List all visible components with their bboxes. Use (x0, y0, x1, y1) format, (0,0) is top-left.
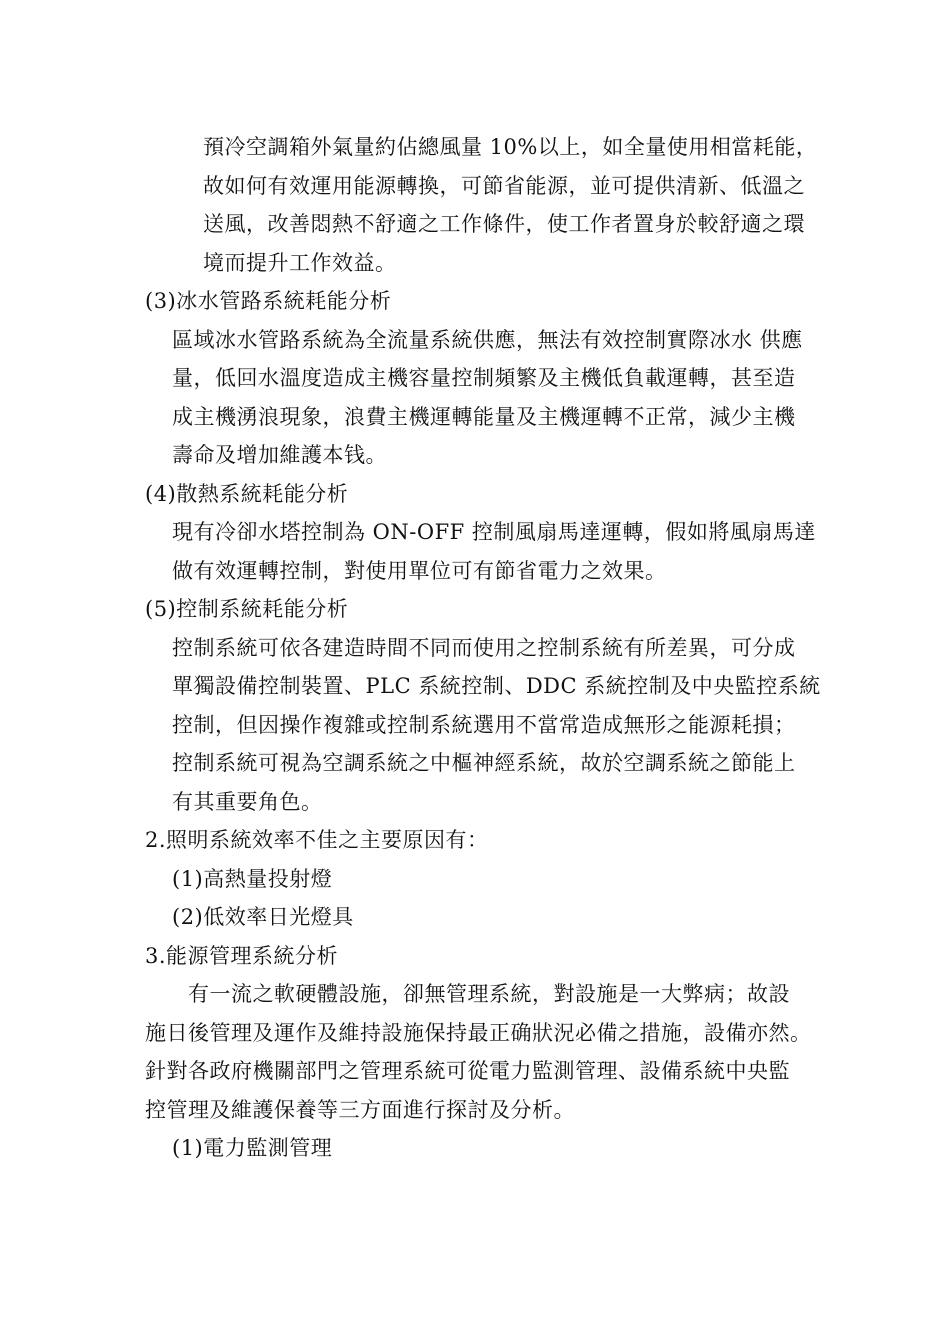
paragraph-line: 壽命及增加維護本钱。 (172, 443, 387, 467)
paragraph-line: 有其重要角色。 (172, 790, 323, 814)
paragraph-line: 境而提升工作效益。 (203, 251, 397, 275)
paragraph-line: 成主機湧浪現象，浪費主機運轉能量及主機運轉不正常，減少主機 (172, 405, 796, 429)
section-heading: 3.能源管理系統分析 (145, 944, 339, 968)
paragraph-line: 控制，但因操作複雜或控制系統選用不當常造成無形之能源耗損； (172, 713, 796, 737)
sub-heading: (1)電力監測管理 (172, 1136, 333, 1160)
paragraph-line: 做有效運轉控制，對使用單位可有節省電力之效果。 (172, 559, 667, 583)
paragraph-line: 針對各政府機關部門之管理系統可從電力監測管理、設備系統中央監 (145, 1059, 790, 1083)
paragraph-line: 送風，改善悶熱不舒適之工作條件，使工作者置身於較舒適之環 (203, 212, 805, 236)
paragraph-line: 量，低回水溫度造成主機容量控制頻繁及主機低負載運轉，甚至造 (172, 366, 796, 390)
section-heading: (4)散熱系統耗能分析 (145, 482, 349, 506)
paragraph-line: 預冷空調箱外氣量約佔總風量 10%以上，如全量使用相當耗能， (203, 135, 818, 159)
list-item: (1)高熱量投射燈 (172, 867, 333, 891)
paragraph-line: 控制系統可視為空調系統之中樞神經系統，故於空調系統之節能上 (172, 751, 796, 775)
paragraph-line: 有一流之軟硬體設施，卻無管理系統，對設施是一大弊病；故設 (188, 982, 790, 1006)
paragraph-line: 故如何有效運用能源轉換，可節省能源，並可提供清新、低溫之 (203, 174, 805, 198)
section-heading: (3)冰水管路系統耗能分析 (145, 289, 392, 313)
list-item: (2)低效率日光燈具 (172, 905, 354, 929)
paragraph-line: 現有冷卻水塔控制為 ON-OFF 控制風扇馬達運轉，假如將風扇馬達 (172, 520, 816, 544)
paragraph-line: 控制系統可依各建造時間不同而使用之控制系統有所差異，可分成 (172, 636, 796, 660)
paragraph-line: 區域冰水管路系統為全流量系統供應，無法有效控制實際冰水 供應 (172, 328, 803, 352)
paragraph-line: 單獨設備控制裝置、PLC 系統控制、DDC 系統控制及中央監控系統 (172, 674, 821, 698)
paragraph-line: 控管理及維護保養等三方面進行探討及分析。 (145, 1098, 575, 1122)
section-heading: 2.照明系統效率不佳之主要原因有： (145, 828, 489, 852)
paragraph-line: 施日後管理及運作及維持設施保持最正确狀況必備之措施，設備亦然。 (145, 1021, 812, 1045)
section-heading: (5)控制系統耗能分析 (145, 597, 349, 621)
